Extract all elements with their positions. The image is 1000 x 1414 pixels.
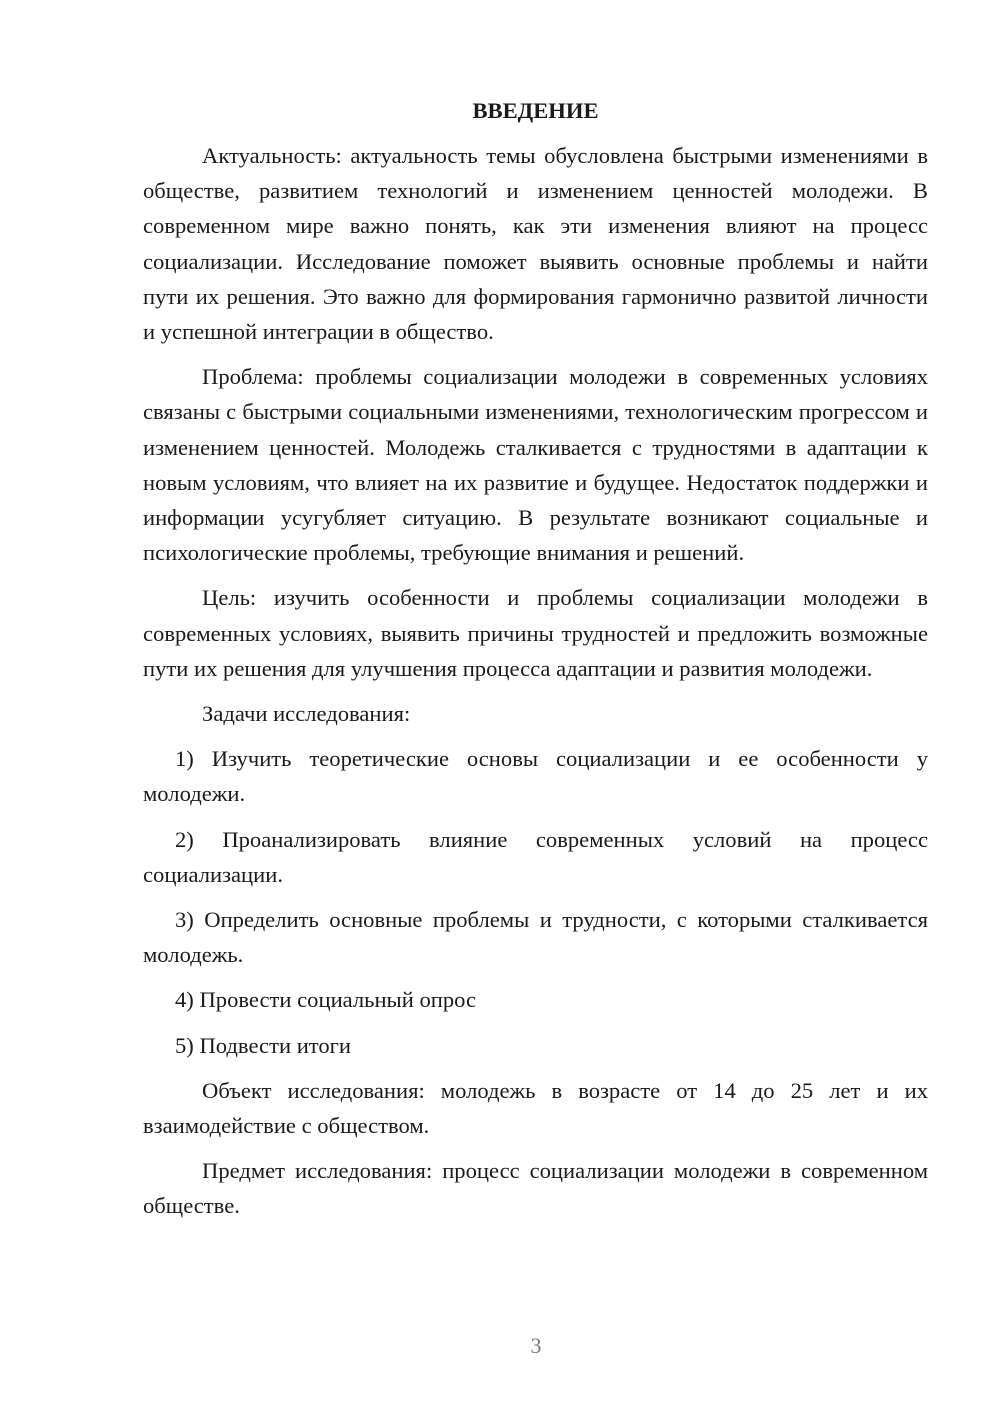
task-item-4: 4) Провести социальный опрос <box>175 987 477 1013</box>
task-item-1: 1) Изучить теоретические основы социализации и ее особенности у молодежи. <box>143 746 928 807</box>
paragraph-goal: Цель: изучить особенности и проблемы социализации молодежи в современных условиях, выявить причины трудностей и предложить возможные пути их решения для улучшения процесса адаптации и развития молодежи. <box>143 585 928 681</box>
task-item-5: 5) Подвести итоги <box>175 1032 352 1058</box>
page-number: 3 <box>530 1333 542 1358</box>
task-item-3: 3) Определить основные проблемы и трудности, с которыми сталкивается молодежь. <box>143 907 928 968</box>
document-page <box>143 93 928 1224</box>
paragraph-problem: Проблема: проблемы социализации молодежи в современных условиях связаны с быстрыми социальными изменениями, технологическим прогрессом и изменением ценностей. Молодежь сталкивается с трудностями в адаптации к новым условиям, что влияет на их развитие и будущее. Недостаток поддержки и информации усугубляет ситуацию. В результате возникают социальные и психологические проблемы, требующие внимания и решений. <box>143 364 928 566</box>
paragraph-subject: Предмет исследования: процесс социализации молодежи в современном обществе. <box>143 1158 928 1219</box>
section-heading: ВВЕДЕНИЕ <box>472 98 599 123</box>
paragraph-relevance: Актуальность: актуальность темы обусловлена быстрыми изменениями в обществе, развитием технологий и изменением ценностей молодежи. В современном мире важно понять, как эти изменения влияют на процесс социализации. Исследование поможет выявить основные проблемы и найти пути их решения. Это важно для формирования гармонично развитой личности и успешной интеграции в общество. <box>143 143 928 345</box>
paragraph-object: Объект исследования: молодежь в возрасте от 14 до 25 лет и их взаимодействие с обществом. <box>143 1077 928 1139</box>
task-item-2: 2) Проанализировать влияние современных условий на процесс социализации. <box>143 826 928 887</box>
tasks-title: Задачи исследования: <box>202 701 411 727</box>
